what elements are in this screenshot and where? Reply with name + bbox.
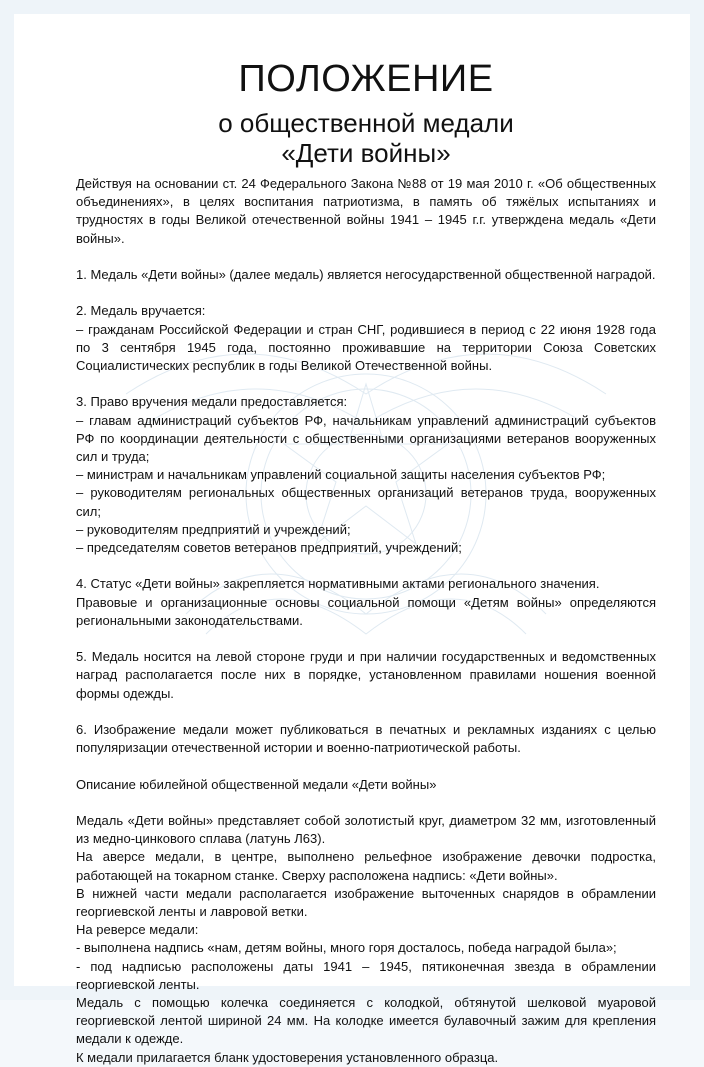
- document-subtitle-line2: «Дети войны»: [281, 138, 451, 168]
- item-5-paragraph: 5. Медаль носится на левой стороне груди и при наличии государственных и ведомственных наград располагается после них в порядке, установленном правилами ношения военной формы одежды.: [76, 649, 656, 701]
- document-body: [76, 175, 656, 1067]
- item-3-line: – председателям советов ветеранов предприятий, учреждений;: [76, 540, 462, 556]
- item-3-line: – руководителям региональных общественных организаций ветеранов труда, вооруженных сил;: [76, 485, 656, 519]
- description-line: Медаль с помощью колечка соединяется с колодкой, обтянутой шелковой муаровой георгиевской лентой шириной 24 мм. На колодке имеется булавочный зажим для крепления медали к одежде.: [76, 995, 656, 1047]
- description-heading: Описание юбилейной общественной медали «Дети войны»: [76, 776, 437, 792]
- item-6-paragraph: 6. Изображение медали может публиковаться в печатных и рекламных изданиях с целью популяризации отечественной истории и военно-патриотической работы.: [76, 722, 656, 756]
- description-line: На аверсе медали, в центре, выполнено рельефное изображение девочки подростка, работающей на токарном станке. Сверху расположена надпись: «Дети войны».: [76, 849, 656, 883]
- description-line: На реверсе медали:: [76, 922, 199, 938]
- description-line: К медали прилагается бланк удостоверения установленного образца.: [76, 1049, 499, 1065]
- description-line: - выполнена надпись «нам, детям войны, много горя досталось, победа наградой была»;: [76, 940, 617, 956]
- intro-paragraph: Действуя на основании ст. 24 Федерального Закона №88 от 19 мая 2010 г. «Об общественных объединениях», в целях воспитания патриотизма, в память об тяжёлых испытаниях и трудностях в годы Великой отечественной войны 1941 – 1945 г.г. утверждена медаль «Дети войны».: [76, 176, 656, 246]
- item-4-section: [76, 575, 656, 630]
- item-4-line2: Правовые и организационные основы социальной помощи «Детям войны» определяются региональными законодательствами.: [76, 594, 656, 628]
- item-3-line: – главам администраций субъектов РФ, начальникам управлений администраций субъектов РФ по координации деятельности с общественными организациями ветеранов вооруженных сил и труда;: [76, 412, 656, 464]
- item-3-heading: 3. Право вручения медали предоставляется:: [76, 394, 348, 410]
- item-2-heading: 2. Медаль вручается:: [76, 303, 206, 319]
- description-line: Медаль «Дети войны» представляет собой золотистый круг, диаметром 32 мм, изготовленный из медно-цинкового сплава (латунь Л63).: [76, 812, 656, 847]
- item-4-line1: 4. Статус «Дети войны» закрепляется нормативными актами регионального значения.: [76, 576, 600, 592]
- description-line: В нижней части медали располагается изображение выточенных снарядов в обрамлении георгиевской ленты и лавровой ветки.: [76, 885, 656, 919]
- description-line: - под надписью расположены даты 1941 – 1945, пятиконечная звезда в обрамлении георгиевской ленты.: [76, 958, 656, 992]
- item-3-line: – министрам и начальникам управлений социальной защиты населения субъектов РФ;: [76, 467, 606, 483]
- document-title: ПОЛОЖЕНИЕ: [238, 58, 494, 100]
- item-1-paragraph: 1. Медаль «Дети войны» (далее медаль) является негосударственной общественной наградой.: [76, 267, 656, 282]
- item-2-body: – гражданам Российской Федерации и стран СНГ, родившиеся в период с 22 июня 1928 года по 3 сентября 1945 года, постоянно проживавшие на территории Союза Советских Социалистических республик в годы Великой Отечественной войны.: [76, 321, 656, 373]
- item-3-section: [76, 393, 656, 557]
- description-section: [76, 812, 656, 1067]
- item-2-section: [76, 302, 656, 375]
- document-subtitle-line1: о общественной медали: [218, 108, 514, 138]
- item-3-line: – руководителям предприятий и учреждений;: [76, 521, 351, 537]
